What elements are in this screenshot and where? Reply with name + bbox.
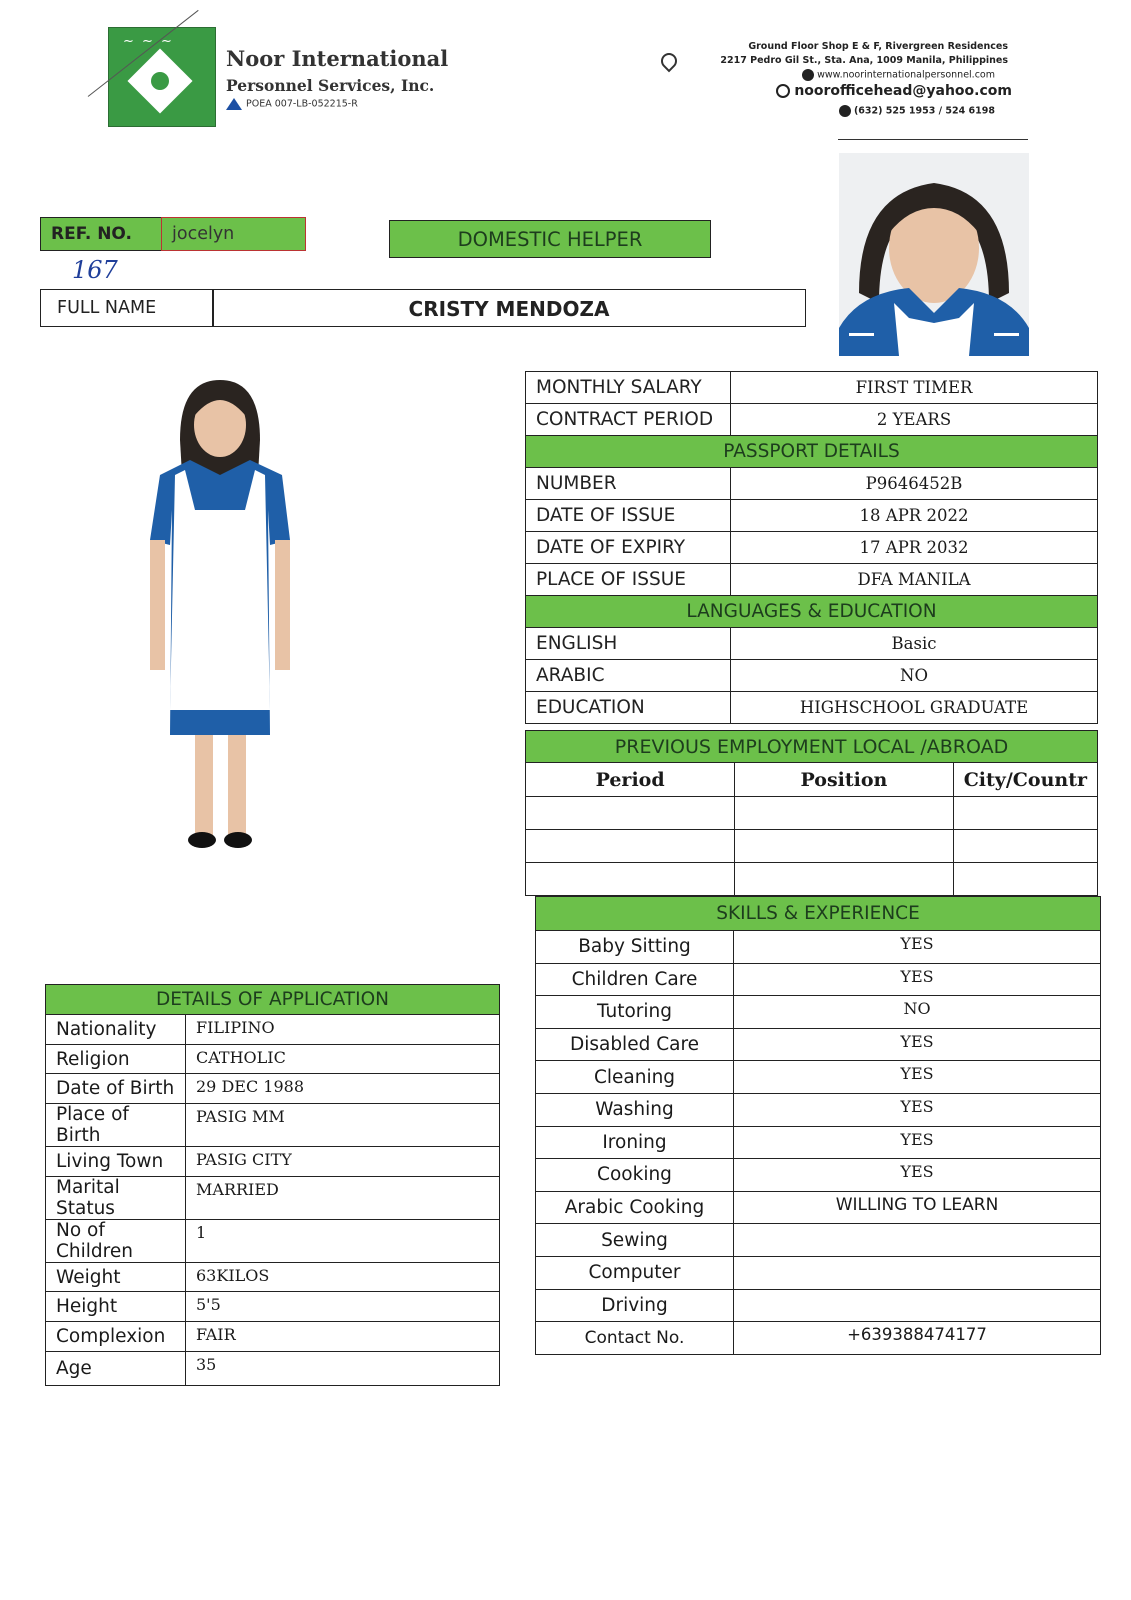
table-header-row xyxy=(526,763,1098,797)
contact-label: Contact No. xyxy=(536,1322,734,1355)
position-box xyxy=(389,220,711,258)
position-column-header: Position xyxy=(735,763,953,797)
table-row xyxy=(526,797,1098,830)
section-header-row xyxy=(526,731,1098,763)
age-value: 35 xyxy=(186,1351,500,1385)
empty-cell xyxy=(526,830,735,863)
weight-value: 63KILOS xyxy=(186,1262,500,1292)
skill-label: Washing xyxy=(536,1093,734,1126)
skill-value: YES xyxy=(734,1159,1101,1192)
place-of-birth-value: PASIG MM xyxy=(186,1104,500,1147)
height-label: Height xyxy=(46,1292,186,1322)
age-label: Age xyxy=(46,1351,186,1385)
table-row xyxy=(536,1322,1101,1355)
passport-number-label: NUMBER xyxy=(526,468,731,500)
phone-icon xyxy=(839,105,851,117)
table-row xyxy=(536,1126,1101,1159)
table-row xyxy=(536,931,1101,964)
empty-cell xyxy=(526,797,735,830)
table-row xyxy=(46,1104,500,1147)
table-row xyxy=(536,1159,1101,1192)
full-body-illustration xyxy=(120,380,320,870)
poea-license-text: POEA 007-LB-052215-R xyxy=(246,98,358,110)
email: noorofficehead@yahoo.com xyxy=(794,83,1012,99)
table-row xyxy=(536,1256,1101,1289)
ref-label-box xyxy=(40,217,162,251)
table-row xyxy=(526,468,1098,500)
table-row xyxy=(526,500,1098,532)
place-of-birth-label: Place of Birth xyxy=(46,1104,186,1147)
skill-label: Baby Sitting xyxy=(536,931,734,964)
marital-status-value: MARRIED xyxy=(186,1176,500,1219)
table-row xyxy=(46,1262,500,1292)
english-label: ENGLISH xyxy=(526,628,731,660)
arabic-label: ARABIC xyxy=(526,660,731,692)
english-value: Basic xyxy=(731,628,1098,660)
full-name-value: CRISTY MENDOZA xyxy=(408,297,610,321)
skills-table xyxy=(535,896,1101,1355)
empty-cell xyxy=(953,830,1097,863)
nationality-label: Nationality xyxy=(46,1015,186,1045)
skill-value: YES xyxy=(734,1061,1101,1094)
table-row xyxy=(536,1289,1101,1322)
skill-label: Cooking xyxy=(536,1159,734,1192)
full-body-photo xyxy=(120,380,320,870)
skill-label: Arabic Cooking xyxy=(536,1191,734,1224)
table-row xyxy=(46,1147,500,1177)
position-title: DOMESTIC HELPER xyxy=(457,228,643,251)
previous-employment-table xyxy=(525,730,1098,896)
address-line1: Ground Floor Shop E & F, Rivergreen Residences xyxy=(748,41,1008,52)
skill-value: YES xyxy=(734,1126,1101,1159)
table-row xyxy=(46,1044,500,1074)
empty-cell xyxy=(735,830,953,863)
portrait-illustration xyxy=(839,153,1029,356)
full-name-value-box xyxy=(212,289,806,327)
height-value: 5'5 xyxy=(186,1292,500,1322)
languages-section-title: LANGUAGES & EDUCATION xyxy=(526,596,1098,628)
table-row xyxy=(46,1322,500,1352)
period-column-header: Period xyxy=(526,763,735,797)
email-icon xyxy=(776,84,790,98)
passport-languages-table xyxy=(525,371,1098,724)
phone-line xyxy=(770,105,995,117)
table-row xyxy=(536,996,1101,1029)
monthly-salary-label: MONTHLY SALARY xyxy=(526,372,731,404)
table-row xyxy=(536,963,1101,996)
employment-section-title: PREVIOUS EMPLOYMENT LOCAL /ABROAD xyxy=(526,731,1098,763)
skill-label: Computer xyxy=(536,1256,734,1289)
section-header-row xyxy=(526,596,1098,628)
phone: (632) 525 1953 / 524 6198 xyxy=(853,105,995,117)
table-row xyxy=(46,1292,500,1322)
company-logo xyxy=(108,27,216,127)
full-name-label: FULL NAME xyxy=(57,298,157,318)
nationality-value: FILIPINO xyxy=(186,1015,500,1045)
handwritten-number: 167 xyxy=(72,256,118,284)
table-row xyxy=(536,1191,1101,1224)
skills-section-title: SKILLS & EXPERIENCE xyxy=(536,897,1101,931)
date-of-issue-label: DATE OF ISSUE xyxy=(526,500,731,532)
poea-license xyxy=(226,98,358,110)
place-of-issue-label: PLACE OF ISSUE xyxy=(526,564,731,596)
email-line xyxy=(740,83,1012,99)
table-row xyxy=(536,1093,1101,1126)
religion-label: Religion xyxy=(46,1044,186,1074)
skill-value xyxy=(734,1224,1101,1257)
skill-value: YES xyxy=(734,1028,1101,1061)
complexion-label: Complexion xyxy=(46,1322,186,1352)
table-row xyxy=(536,1061,1101,1094)
date-of-expiry-value: 17 APR 2032 xyxy=(731,532,1098,564)
skill-value: YES xyxy=(734,963,1101,996)
skill-label: Driving xyxy=(536,1289,734,1322)
date-of-expiry-label: DATE OF EXPIRY xyxy=(526,532,731,564)
skill-value: WILLING TO LEARN xyxy=(734,1191,1101,1224)
empty-cell xyxy=(735,863,953,896)
skill-label: Ironing xyxy=(536,1126,734,1159)
place-of-issue-value: DFA MANILA xyxy=(731,564,1098,596)
table-row xyxy=(526,564,1098,596)
contact-value: +639388474177 xyxy=(734,1322,1101,1355)
application-details-table xyxy=(45,984,500,1386)
address-line2: 2217 Pedro Gil St., Sta. Ana, 1009 Manila, Philippines xyxy=(720,55,1008,66)
location-pin-icon xyxy=(658,50,681,73)
passport-number-value: P9646452B xyxy=(731,468,1098,500)
contract-period-value: 2 YEARS xyxy=(731,404,1098,436)
date-of-issue-value: 18 APR 2022 xyxy=(731,500,1098,532)
ref-value-box xyxy=(161,217,306,251)
ref-value: jocelyn xyxy=(172,224,235,244)
skill-label: Tutoring xyxy=(536,996,734,1029)
skill-label: Disabled Care xyxy=(536,1028,734,1061)
skill-label: Sewing xyxy=(536,1224,734,1257)
table-row xyxy=(536,1224,1101,1257)
section-header-row xyxy=(46,985,500,1015)
table-row xyxy=(526,863,1098,896)
date-of-birth-value: 29 DEC 1988 xyxy=(186,1074,500,1104)
complexion-value: FAIR xyxy=(186,1322,500,1352)
no-of-children-value: 1 xyxy=(186,1219,500,1262)
living-town-label: Living Town xyxy=(46,1147,186,1177)
table-row xyxy=(526,692,1098,724)
table-row xyxy=(526,372,1098,404)
passport-section-title: PASSPORT DETAILS xyxy=(526,436,1098,468)
date-of-birth-label: Date of Birth xyxy=(46,1074,186,1104)
empty-cell xyxy=(526,863,735,896)
skill-label: Children Care xyxy=(536,963,734,996)
section-header-row xyxy=(536,897,1101,931)
logo-script-mark: ~ ~ ~ xyxy=(123,34,174,49)
website-line xyxy=(700,69,995,81)
poea-triangle-icon xyxy=(226,98,242,110)
company-name: Noor International xyxy=(226,46,449,71)
table-row xyxy=(46,1219,500,1262)
application-section-title: DETAILS OF APPLICATION xyxy=(46,985,500,1015)
table-row xyxy=(526,660,1098,692)
table-row xyxy=(46,1176,500,1219)
table-row xyxy=(46,1074,500,1104)
company-name-line2: Personnel Services, Inc. xyxy=(226,76,435,95)
skill-value: YES xyxy=(734,931,1101,964)
living-town-value: PASIG CITY xyxy=(186,1147,500,1177)
skill-value xyxy=(734,1289,1101,1322)
contract-period-label: CONTRACT PERIOD xyxy=(526,404,731,436)
skill-value xyxy=(734,1256,1101,1289)
logo-emblem-icon xyxy=(147,68,172,93)
table-row xyxy=(526,830,1098,863)
globe-icon xyxy=(802,69,814,81)
education-value: HIGHSCHOOL GRADUATE xyxy=(731,692,1098,724)
city-country-column-header: City/Countr xyxy=(953,763,1097,797)
table-row xyxy=(46,1351,500,1385)
skill-value: YES xyxy=(734,1093,1101,1126)
skill-label: Cleaning xyxy=(536,1061,734,1094)
table-row xyxy=(536,1028,1101,1061)
no-of-children-label: No of Children xyxy=(46,1219,186,1262)
education-label: EDUCATION xyxy=(526,692,731,724)
portrait-photo xyxy=(839,153,1029,356)
table-row xyxy=(526,404,1098,436)
empty-cell xyxy=(953,863,1097,896)
monthly-salary-value: FIRST TIMER xyxy=(731,372,1098,404)
religion-value: CATHOLIC xyxy=(186,1044,500,1074)
table-row xyxy=(526,628,1098,660)
website: www.noorinternationalpersonnel.com xyxy=(817,69,995,81)
marital-status-label: Marital Status xyxy=(46,1176,186,1219)
ref-label: REF. NO. xyxy=(51,224,132,244)
table-row xyxy=(46,1015,500,1045)
empty-cell xyxy=(953,797,1097,830)
table-row xyxy=(526,532,1098,564)
section-header-row xyxy=(526,436,1098,468)
weight-label: Weight xyxy=(46,1262,186,1292)
header-rule xyxy=(838,139,1028,140)
full-name-label-box xyxy=(40,289,214,327)
arabic-value: NO xyxy=(731,660,1098,692)
skill-value: NO xyxy=(734,996,1101,1029)
empty-cell xyxy=(735,797,953,830)
